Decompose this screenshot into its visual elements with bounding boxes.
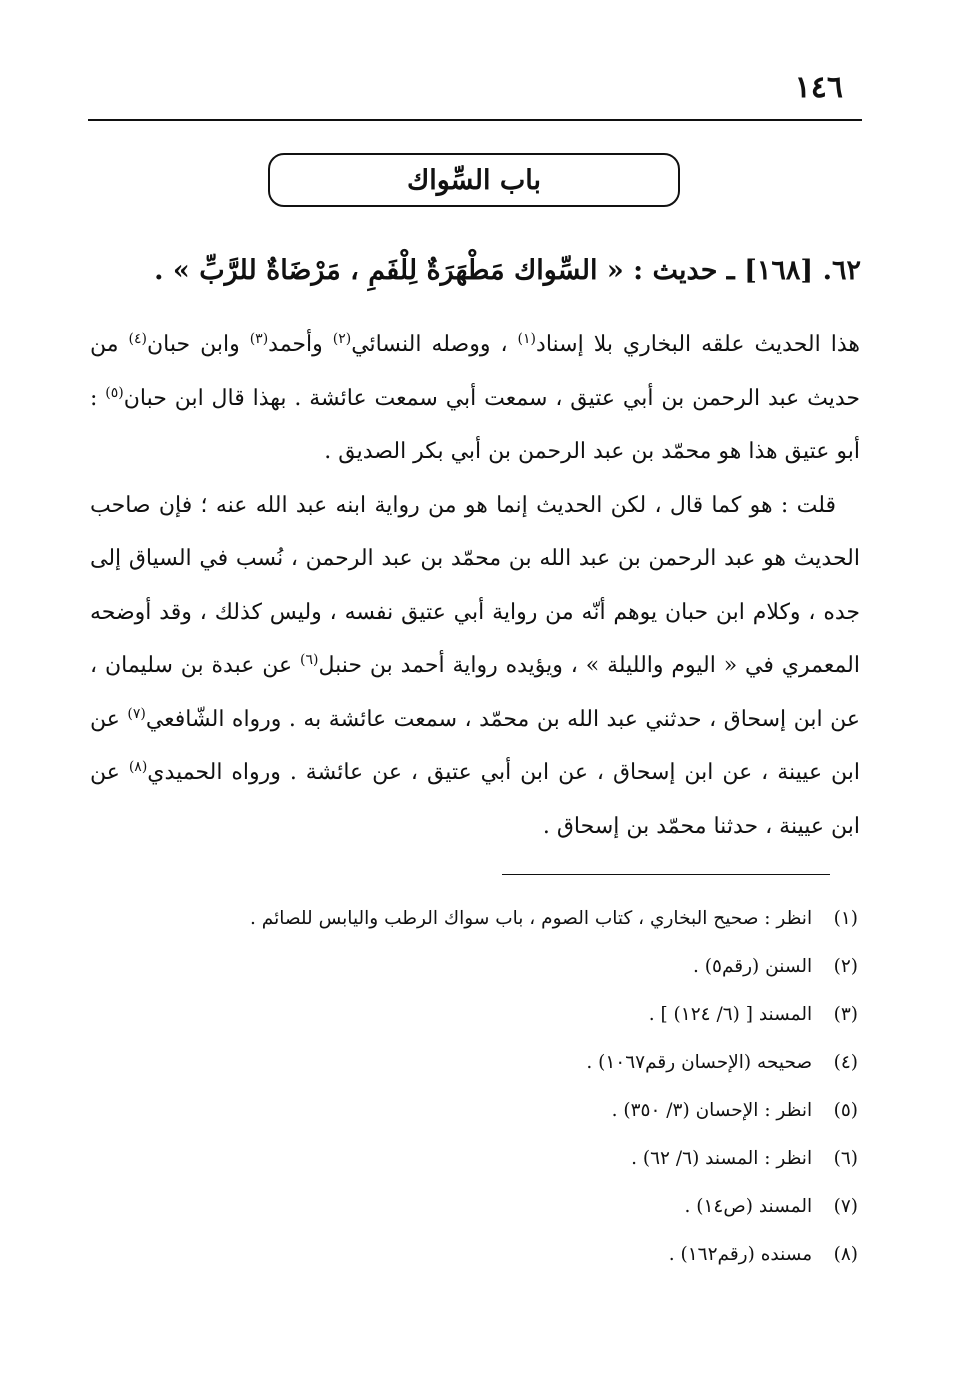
paragraph-1	[90, 318, 860, 479]
page-number: ١٤٦	[794, 70, 843, 105]
footnote-text: السنن (رقم٥) .	[693, 956, 813, 977]
footnote-number: (١)	[833, 908, 858, 929]
footnote-text: المسند (ص١٤) .	[684, 1196, 813, 1217]
footnote-text: انظر : الإحسان (٣/ ٣٥٠) .	[611, 1100, 813, 1121]
footnote-text: انظر : صحيح البخاري ، كتاب الصوم ، باب سواك الرطب واليابس للصائم .	[250, 908, 813, 929]
footnote-6	[138, 1135, 858, 1183]
footnote-number: (٢)	[833, 956, 858, 977]
text-segment: وابن حبان	[147, 332, 250, 357]
header-rule	[88, 119, 862, 121]
footnote-ref-1[interactable]: (١)	[517, 331, 537, 347]
footnote-4	[138, 1039, 858, 1087]
footnotes-list	[138, 895, 858, 1279]
chapter-title-box	[268, 153, 680, 207]
footnote-ref-7[interactable]: (٧)	[127, 705, 146, 722]
footnote-separator	[502, 874, 830, 875]
text-segment: هذا الحديث علقه البخاري بلا إسناد	[536, 332, 860, 357]
text-segment: ، ووصله النسائي	[351, 332, 518, 357]
text-segment: وأحمد	[268, 332, 333, 357]
footnote-number: (٤)	[833, 1052, 858, 1073]
footnote-text: انظر : المسند (٦/ ٦٢) .	[631, 1148, 813, 1169]
footnote-number: (٧)	[833, 1196, 858, 1217]
footnote-ref-5[interactable]: (٥)	[105, 384, 124, 401]
footnote-ref-4[interactable]: (٤)	[128, 331, 147, 347]
footnote-ref-3[interactable]: (٣)	[249, 331, 269, 347]
footnote-5	[138, 1087, 858, 1135]
hadith-heading: ٦٢. [١٦٨] ـ حديث : « السِّواك مَطْهَرَةٌ لِلْفَمِ ، مَرْضَاةٌ للرَّبِّ » .	[154, 255, 861, 286]
footnote-text: صحيحه (الإحسان رقم١٠٦٧) .	[586, 1052, 813, 1073]
footnote-8	[138, 1231, 858, 1279]
chapter-title: باب السِّواك	[406, 164, 542, 196]
footnote-number: (٨)	[833, 1244, 858, 1265]
footnote-ref-2[interactable]: (٢)	[332, 331, 352, 347]
text-segment: من حديث عبد الرحمن بن أبي عتيق ، سمعت أبي سمعت عائشة . بهذا قال ابن حبان	[90, 332, 860, 411]
footnote-2	[138, 943, 858, 991]
text-segment: : أبو عتيق هذا هو محمّد بن عبد الرحمن بن أبي بكر الصديق .	[90, 385, 860, 464]
footnote-number: (٦)	[833, 1148, 858, 1169]
footnote-number: (٣)	[833, 1004, 858, 1025]
footnote-ref-6[interactable]: (٦)	[299, 652, 319, 668]
footnote-3	[138, 991, 858, 1039]
text-segment: عن ابن عيينة ، عن ابن إسحاق ، عن ابن أبي عتيق ، عن عائشة . ورواه الحميدي	[90, 706, 860, 785]
footnote-text: المسند [ (٦/ ١٢٤) ] .	[648, 1004, 813, 1025]
footnote-1	[138, 895, 858, 943]
footnote-text: مسنده (رقم١٦٢) .	[668, 1244, 813, 1265]
footnote-number: (٥)	[833, 1100, 858, 1121]
text-segment: قلت : هو كما قال ، لكن الحديث إنما هو من رواية ابنه عبد الله عنه ؛ فإن صاحب الحديث هو عبد الرحمن بن عبد الله بن محمّد بن عبد الرحمن ، نُسب في السياق إلى جده ، وكلام ابن حبان يوهم أنّه من رواية أبي عتيق نفسه ، وليس كذلك ، وقد أوضحه المعمري في « اليوم والليلة » ، ويؤيده رواية أحمد بن حنبل	[90, 492, 860, 678]
footnote-7	[138, 1183, 858, 1231]
paragraph-2	[90, 479, 860, 854]
text-segment: عن ابن عيينة ، حدثنا محمّد بن إسحاق .	[90, 760, 860, 839]
footnote-ref-8[interactable]: (٨)	[128, 759, 148, 775]
text-segment: عن عبدة بن سليمان ، عن ابن إسحاق ، حدثني عبد الله بن محمّد ، سمعت عائشة به . ورواه الشّافعي	[90, 653, 860, 732]
commentary-body	[90, 318, 860, 853]
